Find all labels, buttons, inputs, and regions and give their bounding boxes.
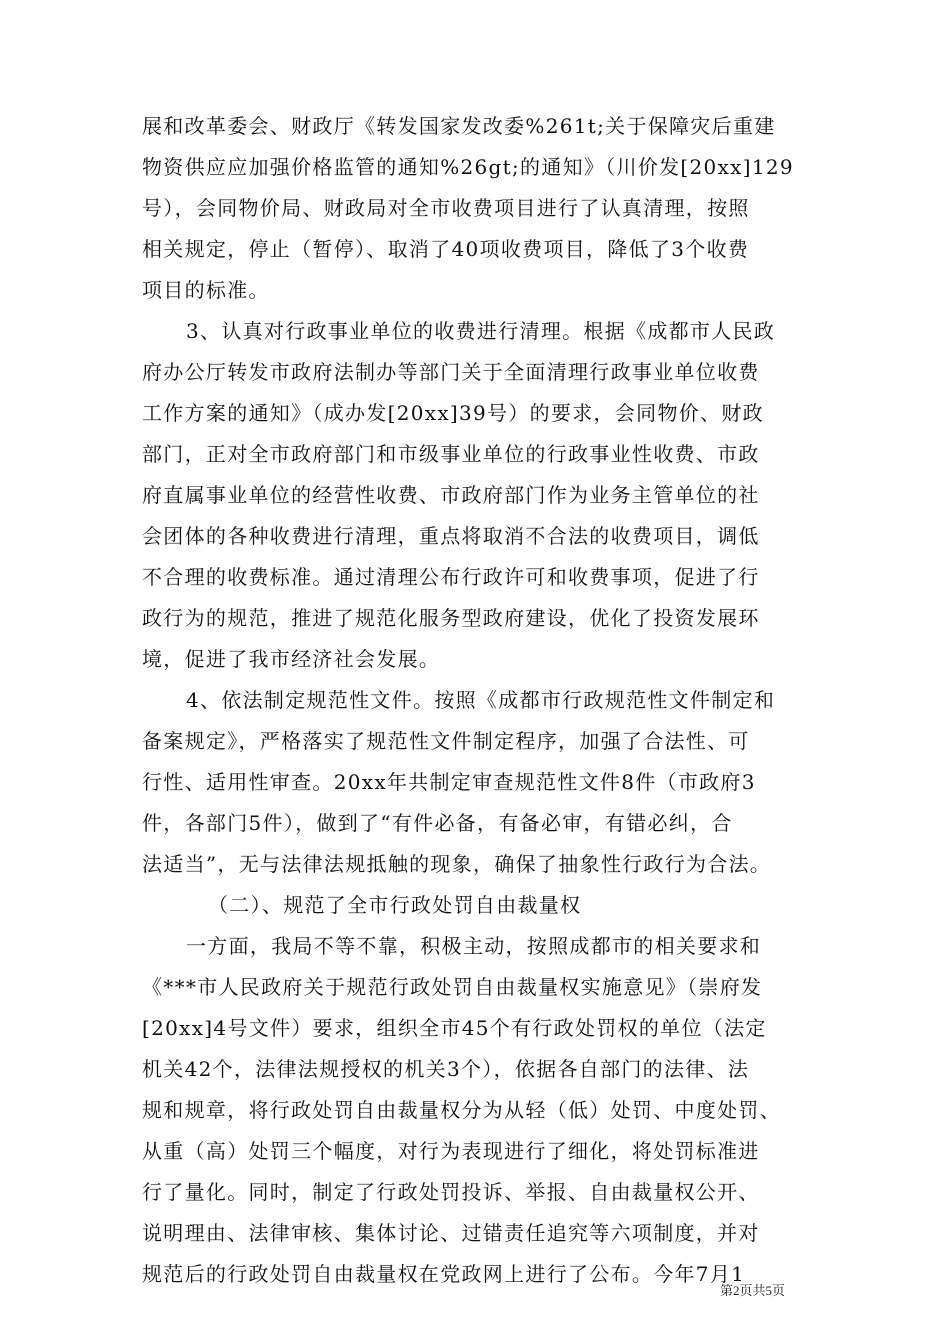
text-line: 从重（高）处罚三个幅度，对行为表现进行了细化，将处罚标准进 [142,1139,760,1163]
text-line: 府办公厅转发市政府法制办等部门关于全面清理行政事业单位收费 [142,360,760,384]
text-line: 工作方案的通知》（成办发[20xx]39号）的要求，会同物价、财政 [142,401,764,425]
text-line: 项目的标准。 [142,278,270,302]
section-heading: （二）、规范了全市行政处罚自由裁量权 [208,893,582,917]
text-line: 会团体的各种收费进行清理，重点将取消不合法的收费项目，调低 [142,524,760,548]
text-line: 备案规定》，严格落实了规范性文件制定程序，加强了合法性、可 [142,729,750,753]
text-line: 部门，正对全市政府部门和市级事业单位的行政事业性收费、市政 [142,442,760,466]
text-line: 《***市人民政府关于规范行政处罚自由裁量权实施意见》（崇府发 [142,975,763,999]
text-line: 展和改革委会、财政厅《转发国家发改委%261t;关于保障灾后重建 [142,114,776,138]
text-line: 境，促进了我市经济社会发展。 [142,647,441,671]
text-line: 府直属事业单位的经营性收费、市政府部门作为业务主管单位的社 [142,483,760,507]
text-line: 件，各部门5件），做到了“有件必备，有备必审，有错必纠，合 [142,811,733,835]
text-line: 号），会同物价局、财政局对全市收费项目进行了认真清理，按照 [142,196,750,220]
paragraph-start: 4、依法制定规范性文件。按照《成都市行政规范性文件制定和 [186,688,776,712]
paragraph-start: 一方面，我局不等不靠，积极主动，按照成都市的相关要求和 [186,934,762,958]
text-line: 物资供应应加强价格监管的通知%26gt;的通知》（川价发[20xx]129 [142,155,794,179]
text-line: 机关42个，法律法规授权的机关3个），依据各自部门的法律、法 [142,1057,750,1081]
text-line: 不合理的收费标准。通过清理公布行政许可和收费事项，促进了行 [142,565,760,589]
text-line: [20xx]4号文件）要求，组织全市45个有行政处罚权的单位（法定 [142,1016,767,1040]
document-body [142,106,814,1295]
text-line: 规范后的行政处罚自由裁量权在党政网上进行了公布。今年7月1 [142,1262,746,1286]
page-number-footer: 第2页共5页 [720,1283,786,1298]
text-line: 行了量化。同时，制定了行政处罚投诉、举报、自由裁量权公开、 [142,1180,760,1204]
text-line: 规和规章，将行政处罚自由裁量权分为从轻（低）处罚、中度处罚、 [142,1098,781,1122]
text-line: 政行为的规范，推进了规范化服务型政府建设，优化了投资发展环 [142,606,760,630]
paragraph-start: 3、认真对行政事业单位的收费进行清理。根据《成都市人民政 [186,319,776,343]
text-line: 相关规定，停止（暂停）、取消了40项收费项目，降低了3个收费 [142,237,750,261]
text-line: 法适当”，无与法律法规抵触的现象，确保了抽象性行政行为合法。 [142,852,772,876]
text-line: 行性、适用性审查。20xx年共制定审查规范性文件8件（市政府3 [142,770,756,794]
text-line: 说明理由、法律审核、集体讨论、过错责任追究等六项制度，并对 [142,1221,760,1245]
